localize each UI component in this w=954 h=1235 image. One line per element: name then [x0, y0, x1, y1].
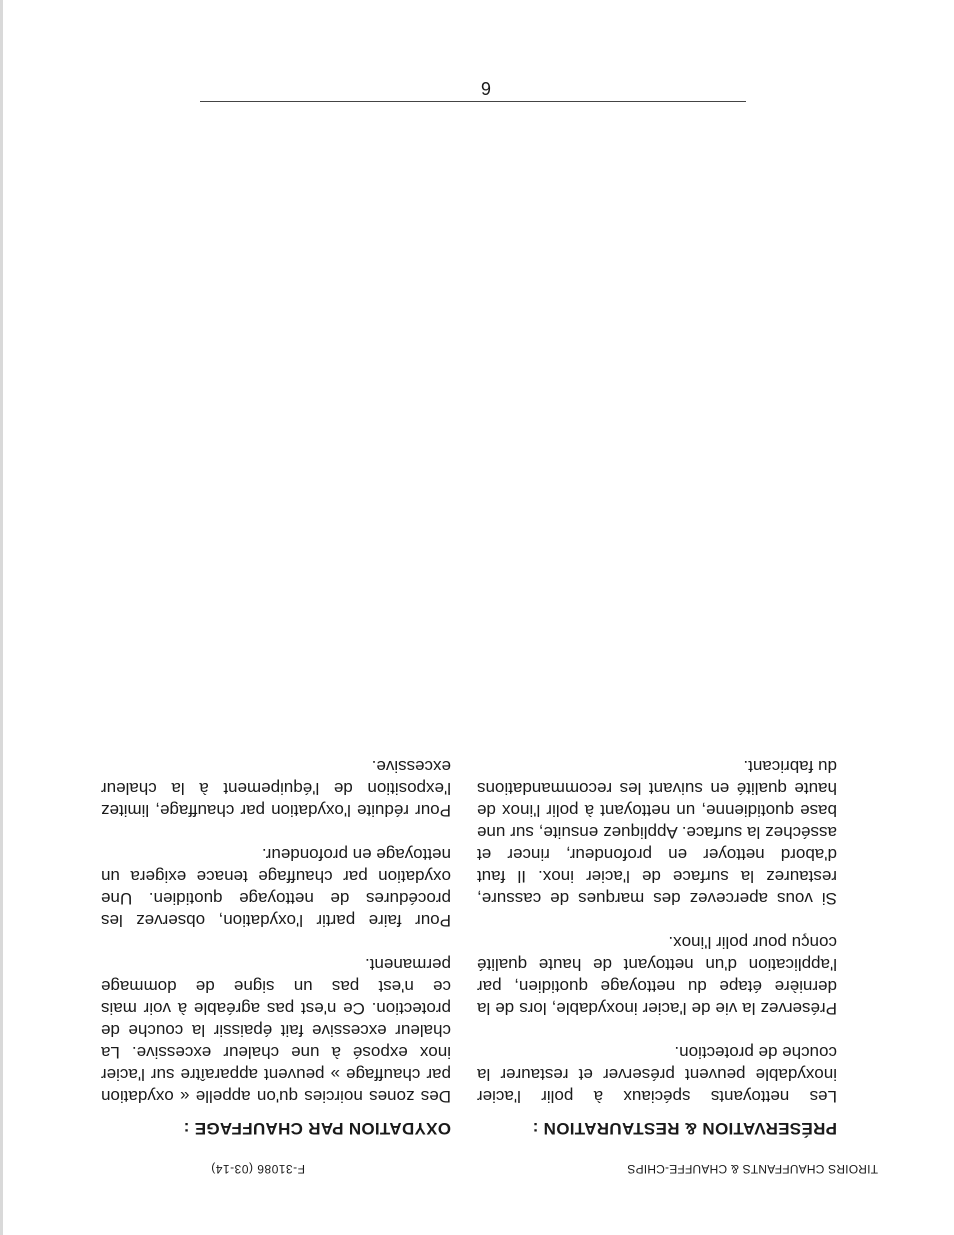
preservation-paragraph: Préservez la vie de l'acier inoxydable, lors de la dernière étape du nettoyage quotidien, par l'application d'un nettoyant de haute qualité conçu pour polir l'inox.	[477, 933, 837, 1018]
preservation-paragraph: Les nettoyants spéciaux à polir l'acier inoxydable peuvent préserver et restaurer la couche de protection.	[477, 1043, 837, 1106]
heat-oxidation-paragraph: Pour faire partir l'oxydation, observez les procédures de nettoyage quotidien. Une oxydation par chauffage tenace exigera un nettoyage en profondeur.	[101, 845, 451, 930]
left-column	[477, 733, 837, 1139]
heat-oxidation-paragraph: Des zones noircies qu'on appelle « oxydation par chauffage » peuvent apparaître sur l'acier inox exposé à une chaleur excessive. La chaleur excessive fait épaissir la couche de protection. Ce n'est pas agréable à voir mais ce n'est pas un signe de dommage permanent.	[101, 955, 451, 1106]
heat-oxidation-paragraph: Pour réduite l'oxydation par chauffage, limitez l'exposition de l'équipement à la chaleur excessive.	[101, 757, 451, 820]
heat-oxidation-heading: OXYDATION PAR CHAUFFAGE :	[183, 1119, 451, 1138]
footer-divider	[200, 101, 746, 102]
page-edge	[0, 0, 3, 1235]
preservation-paragraph: Si vous apercevez des marques de cassure, restaurez la surface de l'acier inox. Il faut d'abord nettoyer en profondeur, rincer et asséchez la surface. Appliquez ensuite, sur une base quotidienne, un nettoyant à polir l'inox de haute qualité en suivant les recommandations du fabricant.	[477, 757, 837, 908]
page-number: 6	[480, 78, 491, 98]
right-column	[101, 733, 451, 1139]
preservation-heading: PRÉSERVATION & RESTAURATION :	[532, 1119, 837, 1138]
header-form-number: F-31086 (03-14)	[210, 1162, 305, 1176]
header-title: TIROIRS CHAUFFANTS & CHAUFFE-CHIPS	[627, 1162, 878, 1176]
